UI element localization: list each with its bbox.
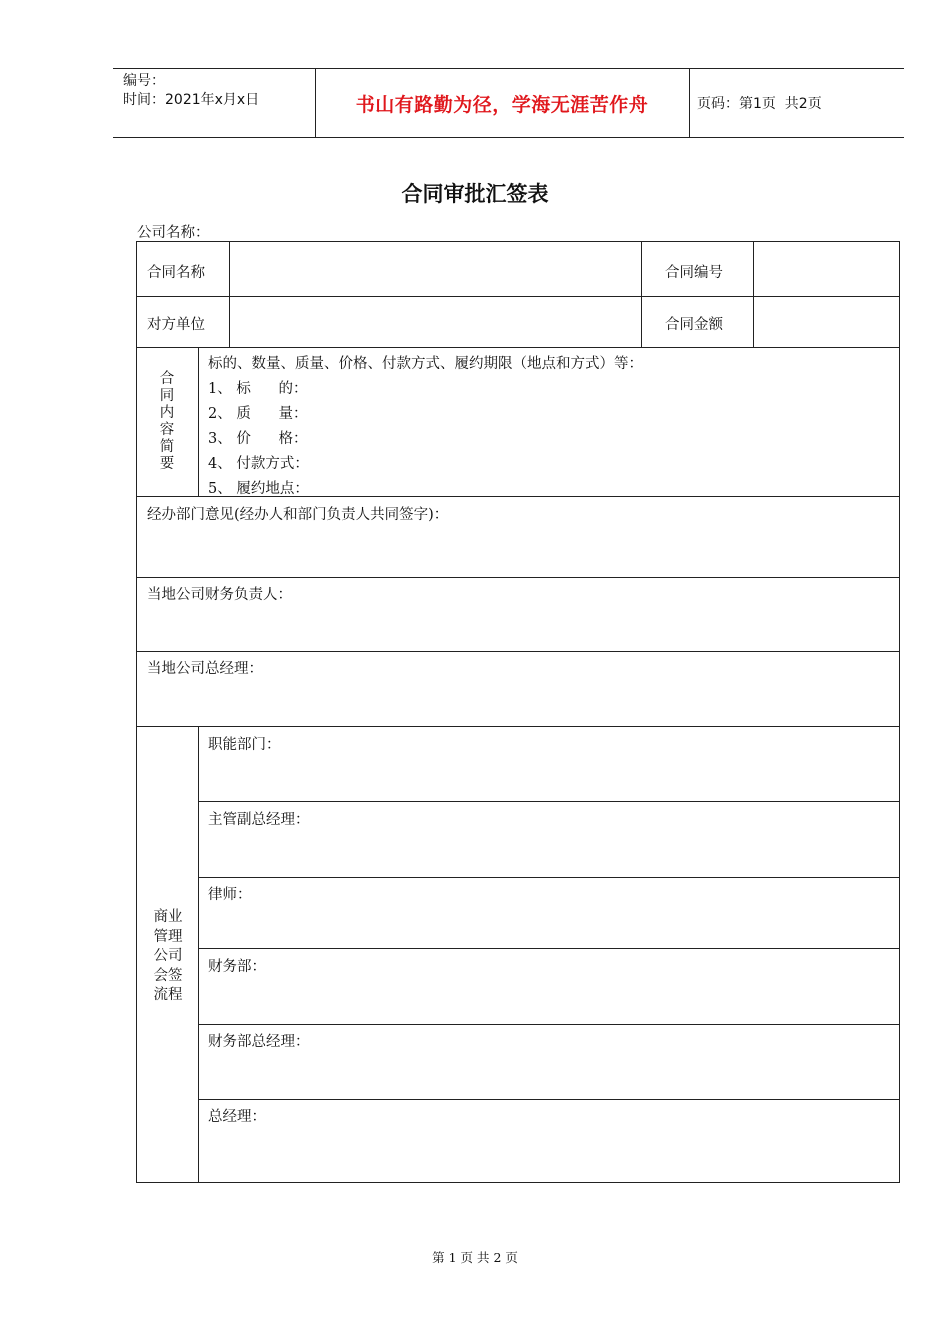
step-functional-dept: 职能部门：	[208, 737, 281, 753]
local-finance-field[interactable]	[137, 605, 899, 650]
header-page-info: 页码：第1页 共2页	[697, 96, 822, 112]
summary-intro: 标的、数量、质量、价格、付款方式、履约期限（地点和方式）等：	[208, 356, 643, 372]
contract-no-label: 合同编号	[665, 265, 723, 281]
step-deputy-gm: 主管副总经理：	[208, 812, 310, 828]
summary-item: 4、 付款方式：	[208, 456, 309, 472]
summary-side-label	[158, 371, 176, 473]
header-number-label: 编号：	[123, 73, 165, 89]
step-functional-dept-field[interactable]	[199, 755, 899, 800]
counterparty-field[interactable]	[230, 297, 640, 346]
row-divider	[136, 577, 900, 578]
summary-side-label-text: 合同内容简要	[159, 371, 175, 472]
step-lawyer: 律师：	[208, 887, 252, 903]
company-name-label: 公司名称：	[137, 225, 210, 241]
row-divider	[136, 651, 900, 652]
summary-item: 2、 质 量：	[208, 406, 308, 422]
header-motto: 书山有路勤为径，学海无涯苦作舟	[355, 93, 649, 116]
local-finance-label: 当地公司财务负责人：	[147, 587, 292, 603]
summary-item: 1、 标 的：	[208, 381, 308, 397]
step-finance-dept-field[interactable]	[199, 977, 899, 1023]
contract-amount-field[interactable]	[754, 297, 898, 346]
row-divider	[198, 948, 900, 949]
row-divider	[136, 347, 900, 348]
header-divider	[689, 69, 690, 137]
step-finance-gm: 财务部总经理：	[208, 1034, 310, 1050]
table-border	[136, 1182, 900, 1183]
page-footer: 第 1 页 共 2 页	[432, 1250, 518, 1265]
header-meta	[123, 72, 259, 110]
step-gm-field[interactable]	[199, 1127, 899, 1181]
dept-opinion-label: 经办部门意见(经办人和部门负责人共同签字)：	[147, 507, 449, 523]
step-gm: 总经理：	[208, 1109, 266, 1125]
row-divider	[198, 1099, 900, 1100]
contract-name-field[interactable]	[230, 242, 640, 295]
dept-opinion-field[interactable]	[137, 525, 899, 576]
step-finance-gm-field[interactable]	[199, 1052, 899, 1098]
header-time-label: 时间：2021年x月x日	[123, 92, 260, 108]
contract-amount-label: 合同金额	[665, 317, 723, 333]
countersign-side-label	[149, 908, 187, 1006]
summary-item: 5、 履约地点：	[208, 481, 309, 497]
row-divider	[136, 726, 900, 727]
step-lawyer-field[interactable]	[199, 905, 899, 947]
contract-name-label: 合同名称	[147, 265, 205, 281]
local-gm-label: 当地公司总经理：	[147, 661, 263, 677]
step-finance-dept: 财务部：	[208, 959, 266, 975]
col-divider	[198, 347, 199, 496]
contract-no-field[interactable]	[754, 242, 898, 295]
step-deputy-gm-field[interactable]	[199, 830, 899, 876]
row-divider	[198, 877, 900, 878]
local-gm-field[interactable]	[137, 679, 899, 725]
summary-item: 3、 价 格：	[208, 431, 308, 447]
row-divider	[198, 801, 900, 802]
table-border	[899, 241, 900, 1182]
row-divider	[198, 1024, 900, 1025]
countersign-side-label-text: 商业管理公司会签流程	[153, 909, 183, 1003]
counterparty-label: 对方单位	[147, 317, 205, 333]
document-title: 合同审批汇签表	[401, 182, 549, 206]
col-divider	[641, 241, 642, 347]
page-header	[113, 68, 904, 138]
